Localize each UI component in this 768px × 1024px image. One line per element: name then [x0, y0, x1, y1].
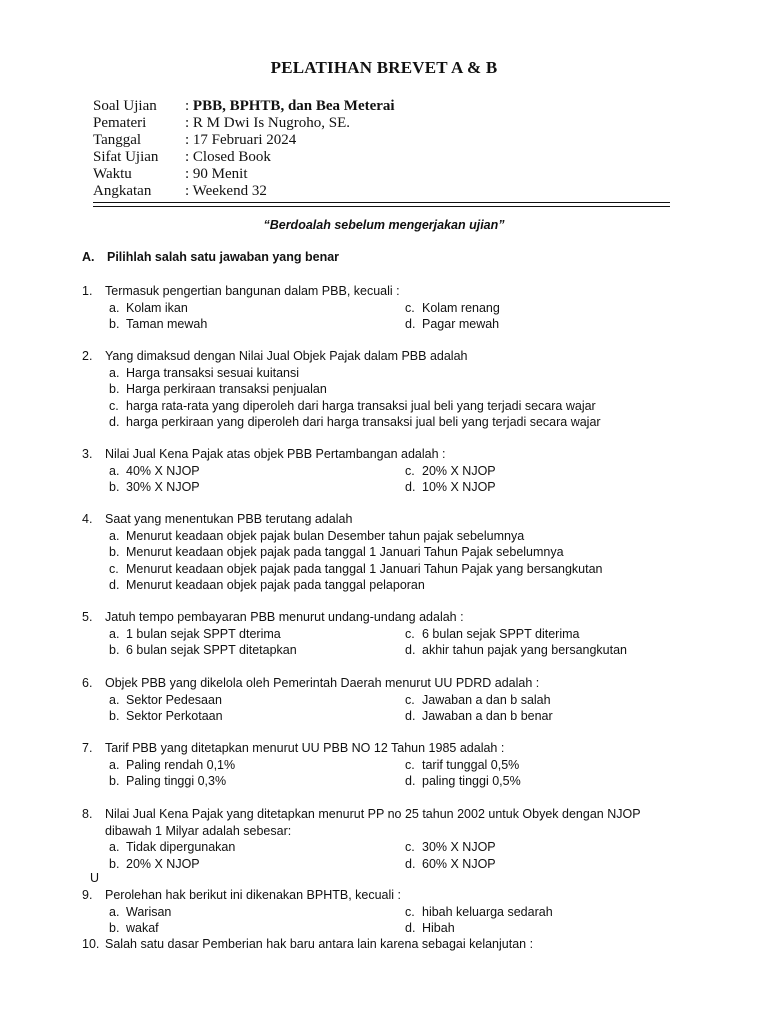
option-letter: c. — [405, 757, 415, 772]
info-value — [185, 149, 271, 166]
answer-option[interactable] — [109, 463, 200, 480]
question-5 — [82, 609, 628, 659]
answer-option[interactable] — [109, 300, 188, 317]
option-text: 1 bulan sejak SPPT dterima — [126, 626, 281, 641]
option-letter: a. — [109, 365, 120, 380]
answer-option[interactable] — [109, 856, 200, 873]
option-text: paling tinggi 0,5% — [422, 774, 521, 788]
answer-option[interactable] — [405, 463, 496, 480]
question-text: Objek PBB yang dikelola oleh Pemerintah Daerah menurut UU PDRD adalah : — [105, 676, 540, 690]
double-line-divider — [93, 202, 670, 207]
question-text: Perolehan hak berikut ini dikenakan BPHTB, kecuali : — [105, 888, 401, 902]
answer-option[interactable] — [109, 479, 200, 496]
exam-title: PELATIHAN BREVET A & B — [270, 58, 498, 77]
answer-option[interactable] — [405, 642, 627, 659]
info-value-text: Closed Book — [192, 149, 271, 165]
answer-options — [82, 839, 641, 872]
question-7 — [82, 740, 521, 790]
question-text: Saat yang menentukan PBB terutang adalah — [105, 512, 353, 526]
answer-option[interactable] — [405, 773, 521, 790]
option-text: 20% X NJOP — [422, 463, 496, 478]
answer-option[interactable] — [405, 708, 553, 725]
answer-option[interactable] — [109, 381, 327, 398]
question-8 — [82, 806, 641, 872]
info-separator: : — [185, 166, 190, 182]
question-text-line — [82, 887, 401, 904]
section-title: Pilihlah salah satu jawaban yang benar — [107, 250, 340, 264]
option-letter: d. — [109, 578, 120, 592]
option-text: Hibah — [422, 921, 455, 935]
answer-option[interactable] — [405, 757, 519, 774]
answer-option[interactable] — [405, 692, 551, 709]
option-letter: a. — [109, 757, 120, 772]
question-1 — [82, 283, 500, 333]
option-text: 10% X NJOP — [422, 480, 496, 494]
info-label: Pemateri — [93, 115, 147, 131]
answer-option[interactable] — [109, 626, 281, 643]
info-separator: : — [185, 132, 190, 148]
option-letter: a. — [109, 463, 120, 478]
info-label: Soal Ujian — [93, 98, 157, 114]
answer-options — [82, 365, 601, 431]
option-text: tarif tunggal 0,5% — [422, 757, 520, 772]
option-letter: b. — [109, 774, 120, 788]
info-row — [93, 183, 395, 200]
question-10 — [82, 936, 533, 953]
question-number: 6. — [82, 676, 93, 690]
info-row — [93, 98, 395, 115]
option-text: Menurut keadaan objek pajak pada tanggal 1 Januari Tahun Pajak yang bersangkutan — [126, 561, 603, 576]
question-number: 5. — [82, 610, 93, 624]
question-2 — [82, 348, 601, 431]
question-text-line — [82, 348, 468, 365]
option-text: hibah keluarga sedarah — [422, 904, 553, 919]
question-text-line — [82, 823, 641, 840]
option-letter: c. — [109, 561, 119, 576]
option-letter: b. — [109, 545, 120, 559]
option-letter: b. — [109, 480, 120, 494]
answer-options — [82, 626, 628, 659]
option-letter: a. — [109, 300, 120, 315]
answer-options — [82, 757, 521, 790]
question-number: 9. — [82, 888, 93, 902]
question-text: Tarif PBB yang ditetapkan menurut UU PBB NO 12 Tahun 1985 adalah : — [105, 741, 505, 755]
option-letter: d. — [109, 415, 120, 429]
info-value-text: Weekend 32 — [192, 183, 267, 199]
answer-option[interactable] — [109, 920, 159, 937]
answer-option[interactable] — [109, 398, 596, 415]
question-text: Nilai Jual Kena Pajak yang ditetapkan menurut PP no 25 tahun 2002 untuk Obyek dengan NJOP — [105, 807, 641, 821]
info-value-text: R M Dwi Is Nugroho, SE. — [192, 115, 351, 131]
answer-option[interactable] — [405, 920, 455, 937]
option-text: Sektor Perkotaan — [126, 709, 223, 723]
answer-option[interactable] — [109, 708, 223, 725]
answer-option[interactable] — [109, 577, 425, 594]
option-text: Pagar mewah — [422, 317, 500, 331]
question-text: dibawah 1 Milyar adalah sebesar: — [105, 823, 292, 838]
option-letter: a. — [109, 840, 120, 854]
question-number: 1. — [82, 284, 93, 298]
question-text-line — [82, 283, 400, 300]
question-text-line — [82, 936, 533, 953]
question-text-line — [82, 446, 446, 463]
answer-option[interactable] — [109, 414, 601, 431]
answer-option[interactable] — [405, 300, 500, 317]
option-text: 40% X NJOP — [126, 463, 200, 478]
question-number: 3. — [82, 447, 93, 461]
question-text: Nilai Jual Kena Pajak atas objek PBB Pertambangan adalah : — [105, 447, 446, 461]
question-text: Salah satu dasar Pemberian hak baru antara lain karena sebagai kelanjutan : — [105, 937, 534, 951]
answer-option[interactable] — [405, 626, 580, 643]
prayer-motto: “Berdoalah sebelum mengerjakan ujian” — [263, 218, 505, 232]
option-text: Paling rendah 0,1% — [126, 757, 236, 772]
option-letter: c. — [405, 300, 415, 315]
question-text: Termasuk pengertian bangunan dalam PBB, kecuali : — [105, 284, 400, 298]
option-letter: c. — [109, 398, 119, 413]
info-label: Tanggal — [93, 132, 142, 148]
option-letter: d. — [405, 709, 416, 723]
option-letter: c. — [405, 692, 415, 707]
option-letter: b. — [109, 317, 120, 331]
info-row — [93, 115, 395, 132]
answer-option[interactable] — [405, 316, 499, 333]
option-letter: c. — [405, 840, 415, 854]
question-text-line — [82, 511, 352, 528]
option-letter: c. — [405, 626, 415, 641]
answer-option[interactable] — [109, 544, 564, 561]
info-value — [185, 132, 296, 149]
option-text: Sektor Pedesaan — [126, 692, 222, 707]
info-separator: : — [185, 149, 190, 165]
question-text: Yang dimaksud dengan Nilai Jual Objek Pajak dalam PBB adalah — [105, 349, 468, 363]
option-text: Jawaban a dan b benar — [422, 709, 553, 723]
info-label: Angkatan — [93, 183, 152, 199]
info-label: Sifat Ujian — [93, 149, 159, 165]
exam-info-block — [93, 98, 395, 200]
answer-option[interactable] — [109, 642, 297, 659]
info-separator: : — [185, 98, 190, 114]
option-text: 6 bulan sejak SPPT ditetapkan — [126, 643, 297, 657]
option-text: Jawaban a dan b salah — [422, 692, 551, 707]
option-text: Harga transaksi sesuai kuitansi — [126, 365, 299, 380]
question-text-line — [82, 609, 464, 626]
option-letter: a. — [109, 528, 120, 543]
question-6 — [82, 675, 553, 725]
answer-option[interactable] — [405, 839, 496, 856]
answer-option[interactable] — [405, 856, 496, 873]
option-letter: d. — [405, 921, 416, 935]
option-text: Menurut keadaan objek pajak pada tanggal pelaporan — [126, 578, 425, 592]
answer-option[interactable] — [109, 757, 235, 774]
option-letter: b. — [109, 643, 120, 657]
option-text: Menurut keadaan objek pajak pada tanggal 1 Januari Tahun Pajak sebelumnya — [126, 545, 564, 559]
option-letter: d. — [405, 643, 416, 657]
question-number: 8. — [82, 807, 93, 821]
info-value — [185, 98, 395, 115]
info-separator: : — [185, 183, 190, 199]
answer-option[interactable] — [109, 839, 235, 856]
question-text-line — [82, 675, 539, 692]
question-text-line — [82, 806, 641, 823]
info-separator: : — [185, 115, 190, 131]
option-text: Taman mewah — [126, 317, 208, 331]
info-value — [185, 183, 267, 200]
option-text: Tidak dipergunakan — [126, 840, 236, 854]
answer-options — [82, 692, 553, 725]
option-text: Menurut keadaan objek pajak bulan Desember tahun pajak sebelumnya — [126, 528, 525, 543]
question-4 — [82, 511, 603, 594]
option-letter: b. — [109, 921, 120, 935]
option-text: Warisan — [126, 904, 172, 919]
option-letter: c. — [405, 904, 415, 919]
info-value — [185, 115, 350, 132]
option-text: Harga perkiraan transaksi penjualan — [126, 382, 327, 396]
info-row — [93, 166, 395, 183]
question-9 — [82, 887, 553, 937]
option-letter: c. — [405, 463, 415, 478]
option-text: akhir tahun pajak yang bersangkutan — [422, 643, 628, 657]
option-letter: d. — [405, 480, 416, 494]
option-letter: a. — [109, 692, 120, 707]
option-text: 60% X NJOP — [422, 856, 496, 871]
stray-mark: U — [90, 871, 100, 885]
option-text: wakaf — [126, 921, 159, 935]
question-text: Jatuh tempo pembayaran PBB menurut undang-undang adalah : — [105, 610, 464, 624]
answer-option[interactable] — [109, 773, 226, 790]
answer-options — [82, 528, 603, 594]
answer-options — [82, 904, 553, 937]
answer-option[interactable] — [109, 904, 171, 921]
option-letter: a. — [109, 904, 120, 919]
question-number: 4. — [82, 512, 93, 526]
answer-option[interactable] — [109, 528, 524, 545]
info-value-text: 90 Menit — [192, 166, 248, 182]
option-text: Paling tinggi 0,3% — [126, 774, 227, 788]
answer-option[interactable] — [109, 692, 222, 709]
option-text: 20% X NJOP — [126, 856, 200, 871]
option-letter: d. — [405, 317, 416, 331]
option-letter: b. — [109, 709, 120, 723]
option-text: 30% X NJOP — [422, 840, 496, 854]
question-number: 10. — [82, 937, 100, 951]
answer-option[interactable] — [109, 561, 603, 578]
answer-option[interactable] — [109, 365, 299, 382]
option-letter: a. — [109, 626, 120, 641]
info-value-text: PBB, BPHTB, dan Bea Meterai — [192, 98, 395, 114]
question-3 — [82, 446, 496, 496]
option-letter: b. — [109, 382, 120, 396]
question-text-line — [82, 740, 504, 757]
section-heading — [82, 250, 339, 264]
answer-options — [82, 300, 500, 333]
option-text: harga perkiraan yang diperoleh dari harga transaksi jual beli yang terjadi secara wajar — [126, 415, 601, 429]
option-letter: d. — [405, 856, 416, 871]
question-number: 2. — [82, 349, 93, 363]
info-value-text: 17 Februari 2024 — [192, 132, 297, 148]
option-letter: d. — [405, 774, 416, 788]
question-number: 7. — [82, 741, 93, 755]
answer-option[interactable] — [405, 479, 496, 496]
answer-options — [82, 463, 496, 496]
option-text: 6 bulan sejak SPPT diterima — [422, 626, 580, 641]
info-row — [93, 149, 395, 166]
option-letter: b. — [109, 856, 120, 871]
answer-option[interactable] — [405, 904, 553, 921]
option-text: harga rata-rata yang diperoleh dari harga transaksi jual beli yang terjadi secara wajar — [126, 398, 596, 413]
option-text: Kolam renang — [422, 300, 500, 315]
answer-option[interactable] — [109, 316, 207, 333]
option-text: Kolam ikan — [126, 300, 188, 315]
info-label: Waktu — [93, 166, 132, 182]
section-letter: A. — [82, 250, 95, 264]
option-text: 30% X NJOP — [126, 480, 200, 494]
info-row — [93, 132, 395, 149]
info-value — [185, 166, 248, 183]
